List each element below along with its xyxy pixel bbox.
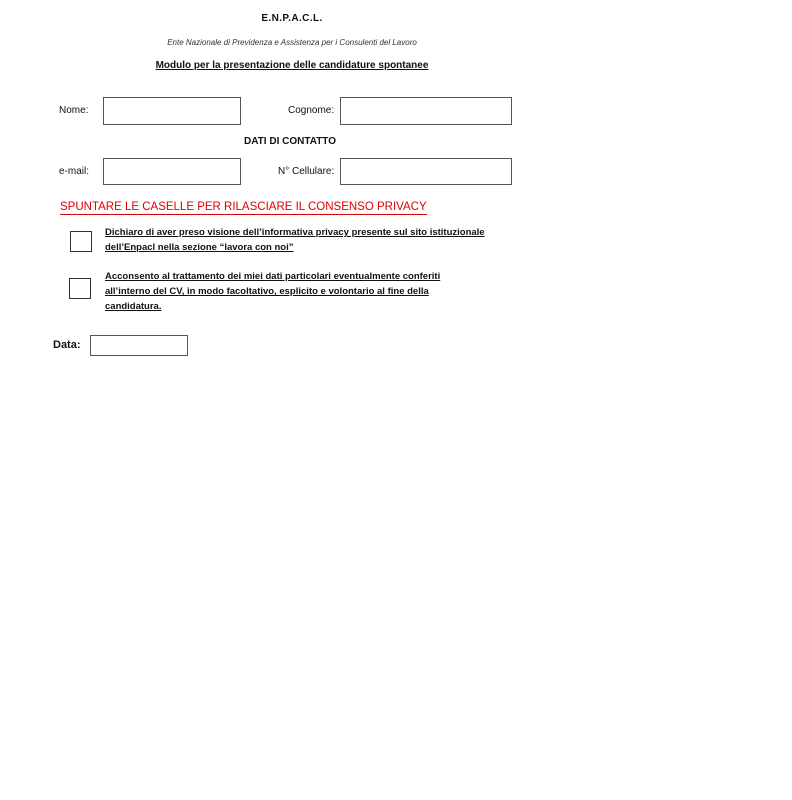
data-input[interactable] [90, 335, 188, 356]
consent-line: dell’Enpacl nella sezione “lavora con noi” [105, 242, 294, 253]
cellulare-input[interactable] [340, 158, 512, 185]
dati-particolari-text [105, 269, 525, 314]
organization-abbreviation: E.N.P.A.C.L. [261, 13, 323, 24]
dati-particolari-checkbox[interactable] [69, 278, 91, 299]
cognome-label: Cognome: [288, 105, 335, 116]
contact-section-title: DATI DI CONTATTO [243, 136, 337, 147]
data-label: Data: [53, 339, 81, 351]
privacy-informativa-checkbox[interactable] [70, 231, 92, 252]
nome-input[interactable] [103, 97, 241, 125]
privacy-heading: SPUNTARE LE CASELLE PER RILASCIARE IL CONSENSO PRIVACY [60, 201, 427, 213]
form-title [92, 60, 492, 71]
form-title-text: Modulo per la presentazione delle candidature spontanee [155, 60, 429, 71]
consent-line: Acconsento al trattamento dei miei dati particolari eventualmente conferiti [105, 271, 441, 282]
cellulare-label: N° Cellulare: [278, 166, 335, 177]
consent-line: all’interno del CV, in modo facoltativo, esplicito e volontario al fine della [105, 286, 429, 297]
consent-line: Dichiaro di aver preso visione dell’informativa privacy presente sul sito istituzionale [105, 227, 485, 238]
consent-line: candidatura. [105, 301, 162, 312]
organization-full-name: Ente Nazionale di Previdenza e Assistenza per i Consulenti del Lavoro [167, 38, 417, 47]
email-input[interactable] [103, 158, 241, 185]
cognome-input[interactable] [340, 97, 512, 125]
email-label: e-mail: [59, 166, 90, 177]
nome-label: Nome: [59, 105, 89, 116]
privacy-informativa-text [105, 225, 525, 255]
